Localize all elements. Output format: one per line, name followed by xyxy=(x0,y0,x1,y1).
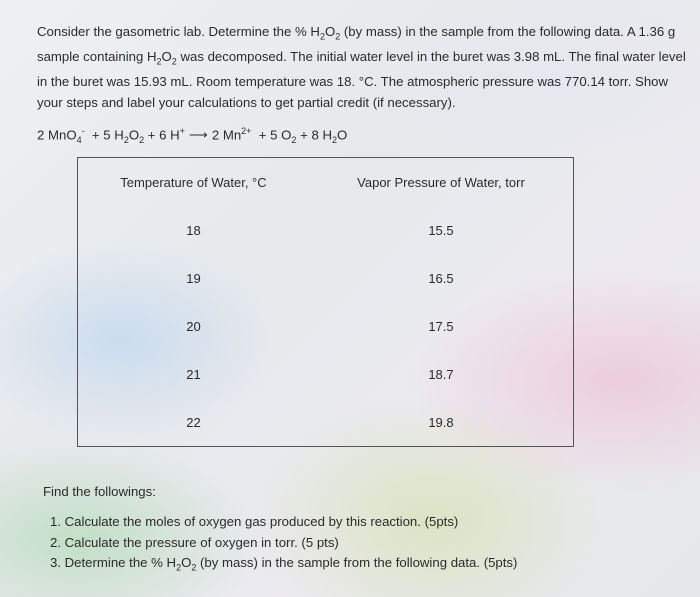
cell-temperature: 18 xyxy=(186,222,201,238)
cell-temperature: 22 xyxy=(186,414,201,430)
vapor-pressure-table xyxy=(77,157,574,447)
cell-vapor-pressure: 15.5 xyxy=(428,222,454,238)
cell-temperature: 21 xyxy=(186,366,201,382)
task-item-3: 3. Determine the % $H_2O_2$ (by mass) in the sample from the following data. (5pts) xyxy=(50,555,518,573)
find-heading: Find the followings: xyxy=(43,484,156,499)
cell-temperature: 20 xyxy=(186,318,201,334)
cell-vapor-pressure: 18.7 xyxy=(428,366,454,382)
table-row xyxy=(78,350,574,398)
cell-vapor-pressure: 19.8 xyxy=(428,414,454,430)
table-header-row xyxy=(78,158,574,207)
cell-vapor-pressure: 17.5 xyxy=(428,318,454,334)
table-row xyxy=(78,254,574,302)
reaction-equation: 2 MnO$_4$- + 5 $H_2O_2 + 6$ H+ ⟶ 2 $Mn^{2+} + 5$ $O_2 + 8$ $H_2O$ xyxy=(37,126,348,146)
task-item-2: 2. Calculate the pressure of oxygen in torr. (5 pts) xyxy=(50,534,339,550)
task-list xyxy=(50,512,517,578)
cell-temperature: 19 xyxy=(186,270,201,286)
header-vapor-pressure: Vapor Pressure of Water, torr xyxy=(357,174,525,190)
table-row xyxy=(78,302,574,350)
reaction-arrow: ⟶ xyxy=(188,127,208,143)
table-row xyxy=(78,398,574,447)
cell-vapor-pressure: 16.5 xyxy=(428,270,454,286)
table-row xyxy=(78,206,574,254)
task-item-1: 1. Calculate the moles of oxygen gas produced by this reaction. (5pts) xyxy=(50,514,459,529)
question-paragraph: Consider the gasometric lab. Determine the % $H_2O_2$ (by mass) in the sample from the following data. A 1.36 g sample containing $H_2O_2$ was decomposed. The initial water level in the buret was 3.98 mL. The final water level in the buret was 15.93 mL. Room temperature was 18. °C. The atmospheric pressure was 770.14 torr. Show your steps and label your calculations to get partial credit (if necessary). xyxy=(37,24,686,110)
header-temperature: Temperature of Water, °C xyxy=(120,174,267,190)
